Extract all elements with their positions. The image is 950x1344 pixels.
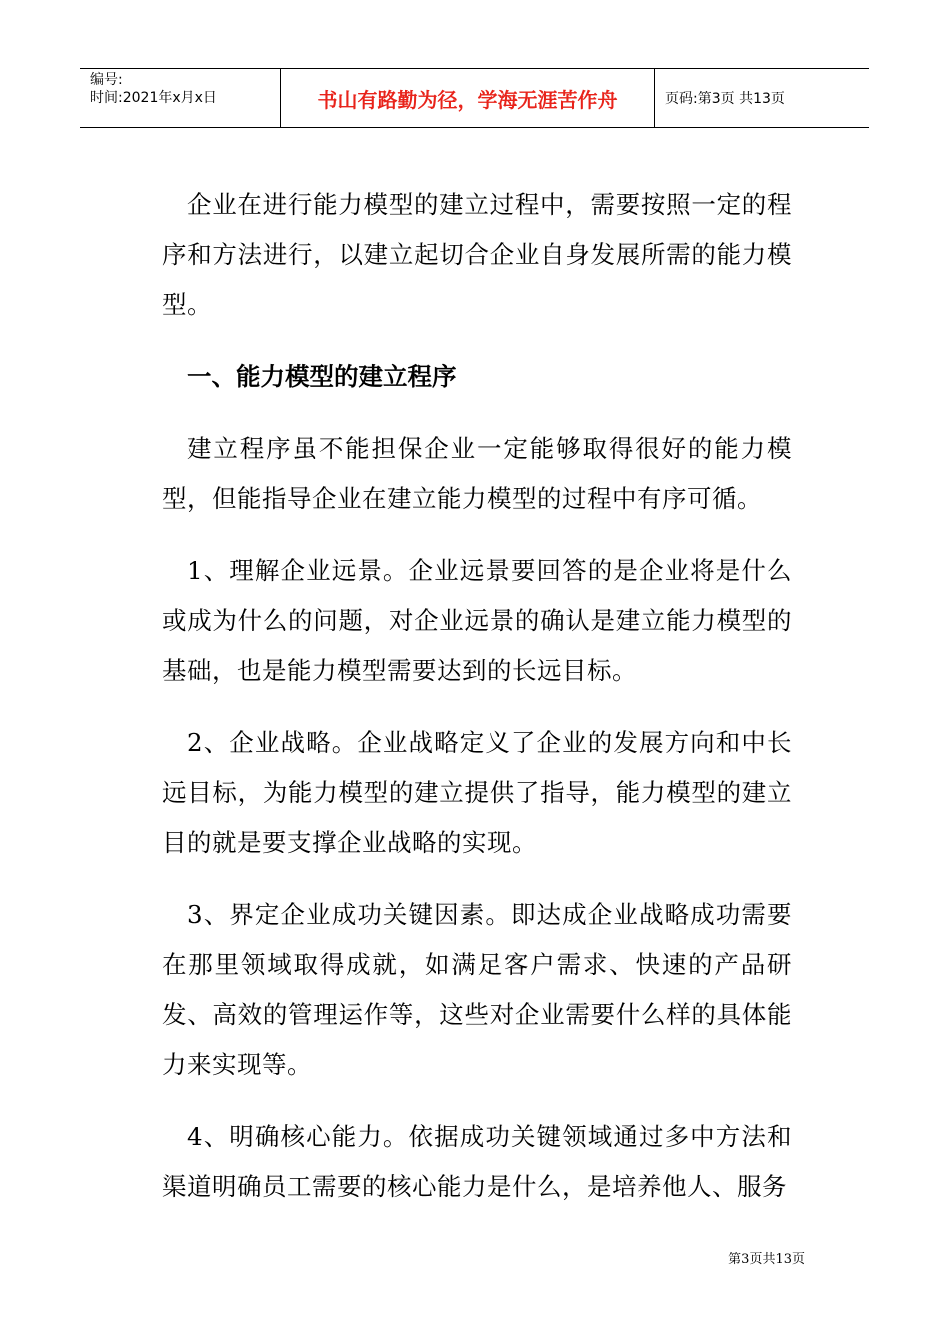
header-page-number: 页码:第3页 共13页 xyxy=(665,91,785,107)
document-body xyxy=(162,180,792,1234)
intro-paragraph: 企业在进行能力模型的建立过程中，需要按照一定的程序和方法进行，以建立起切合企业自身发展所需的能力模型。 xyxy=(162,190,792,319)
header-motto-cell xyxy=(281,69,655,127)
section-heading: 一、能力模型的建立程序 xyxy=(187,362,457,391)
page-header xyxy=(80,68,869,128)
section-intro-paragraph: 建立程序虽不能担保企业一定能够取得很好的能力模型，但能指导企业在建立能力模型的过程中有序可循。 xyxy=(162,434,792,513)
list-item: 2、企业战略。企业战略定义了企业的发展方向和中长远目标，为能力模型的建立提供了指导，能力模型的建立目的就是要支撑企业战略的实现。 xyxy=(162,728,792,857)
header-page-cell xyxy=(655,69,869,127)
list-item: 4、明确核心能力。依据成功关键领域通过多中方法和渠道明确员工需要的核心能力是什么，是培养他人、服务 xyxy=(162,1122,792,1201)
list-item: 1、理解企业远景。企业远景要回答的是企业将是什么或成为什么的问题，对企业远景的确认是建立能力模型的基础，也是能力模型需要达到的长远目标。 xyxy=(162,556,792,685)
document-date: 时间:2021年x月x日 xyxy=(90,90,217,106)
header-meta xyxy=(80,69,281,127)
header-motto: 书山有路勤为径，学海无涯苦作舟 xyxy=(317,87,618,112)
document-number-label: 编号: xyxy=(90,72,123,88)
list-item: 3、界定企业成功关键因素。即达成企业战略成功需要在那里领域取得成就，如满足客户需求、快速的产品研发、高效的管理运作等，这些对企业需要什么样的具体能力来实现等。 xyxy=(162,900,792,1079)
page-footer: 第3页共13页 xyxy=(728,1252,805,1267)
